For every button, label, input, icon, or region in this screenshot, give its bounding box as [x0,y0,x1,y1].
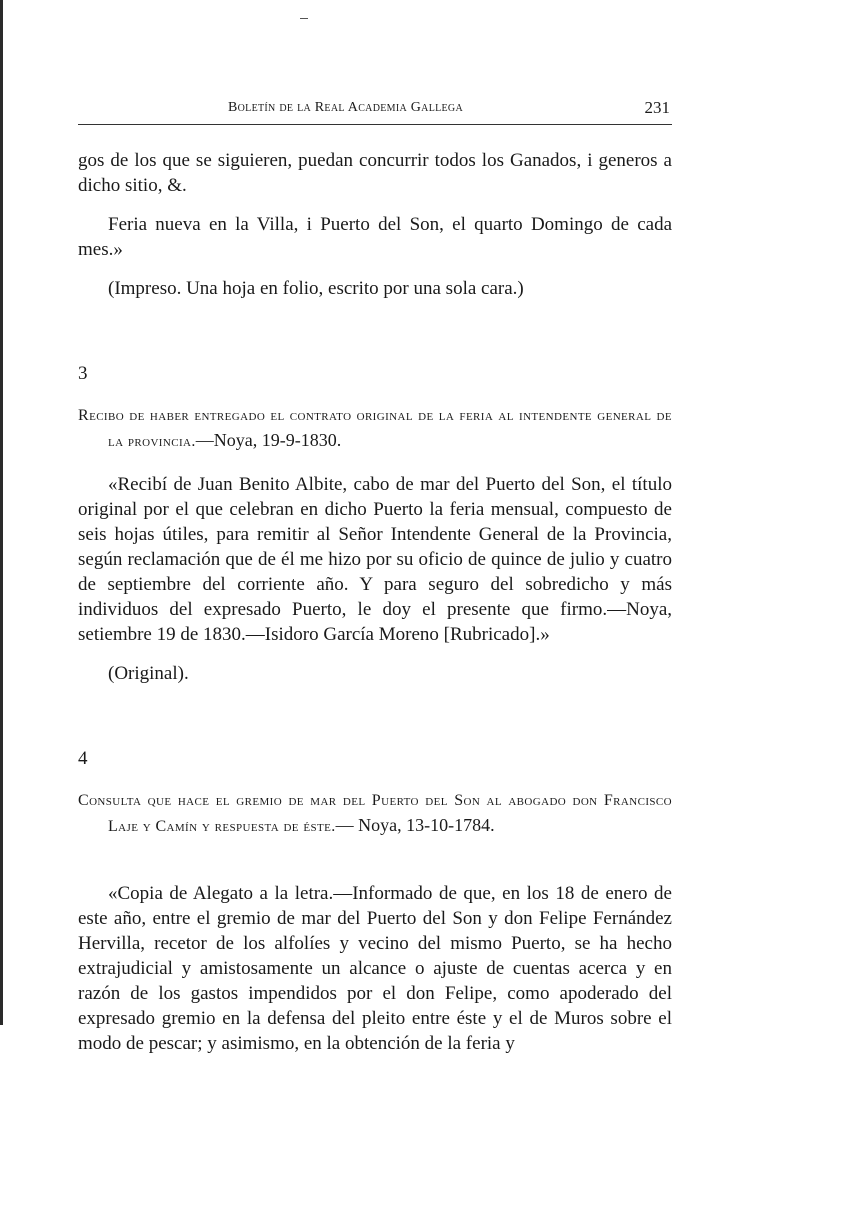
source-note-3: (Original). [108,663,189,684]
document-heading-3-date: —Noya, 19-9-1830. [195,430,342,450]
document-number-3: 3 [78,363,88,384]
page-content [78,148,672,1056]
document-heading-4 [78,789,672,839]
document-heading-3-title: Recibo de haber entregado el contrato original de la feria al intendente general de la provincia. [78,407,672,450]
source-note-1: (Impreso. Una hoja en folio, escrito por una sola cara.) [108,278,524,299]
print-mark [300,18,308,19]
feria-paragraph: Feria nueva en la Villa, i Puerto del Son, el quarto Domingo de cada mes.» [78,214,672,260]
document-heading-4-date: — Noya, 13-10-1784. [335,815,495,835]
running-head [78,94,672,125]
document-number-4: 4 [78,748,88,769]
document-heading-3 [78,404,672,454]
continuation-paragraph: gos de los que se siguieren, puedan concurrir todos los Ganados, i generos a dicho sitio, &. [78,150,672,196]
page-number: 231 [644,98,670,117]
document-heading-4-title: Consulta que hace el gremio de mar del Puerto del Son al abogado don Francisco Laje y Camín y respuesta de éste. [78,792,672,835]
binding-edge [0,0,3,1025]
document-text-3: «Recibí de Juan Benito Albite, cabo de mar del Puerto del Son, el título original por el que celebran en dicho Puerto la feria mensual, compuesto de seis hojas útiles, para remitir al Señor Intendente General de la Provincia, según reclamación que de él me hizo por su oficio de quince de julio y cuatro de septiembre del corriente año. Y para seguro del sobredicho y más individuos del expresado Puerto, le doy el presente que firmo.—Noya, setiembre 19 de 1830.—Isidoro García Moreno [Rubricado].» [78,474,672,645]
document-text-4: «Copia de Alegato a la letra.—Informado de que, en los 18 de enero de este año, entre el gremio de mar del Puerto del Son y don Felipe Fernández Hervilla, recetor de los alfolíes y vecino del mismo Puerto, se ha hecho extrajudicial y amistosamente un alcance o ajuste de cuentas acerca y en razón de los gastos impendidos por el don Felipe, como apoderado del expresado gremio en la defensa del pleito entre éste y el de Muros sobre el modo de pescar; y asimismo, en la obtención de la feria y [78,883,672,1054]
running-title: Boletín de la Real Academia Gallega [228,100,463,115]
